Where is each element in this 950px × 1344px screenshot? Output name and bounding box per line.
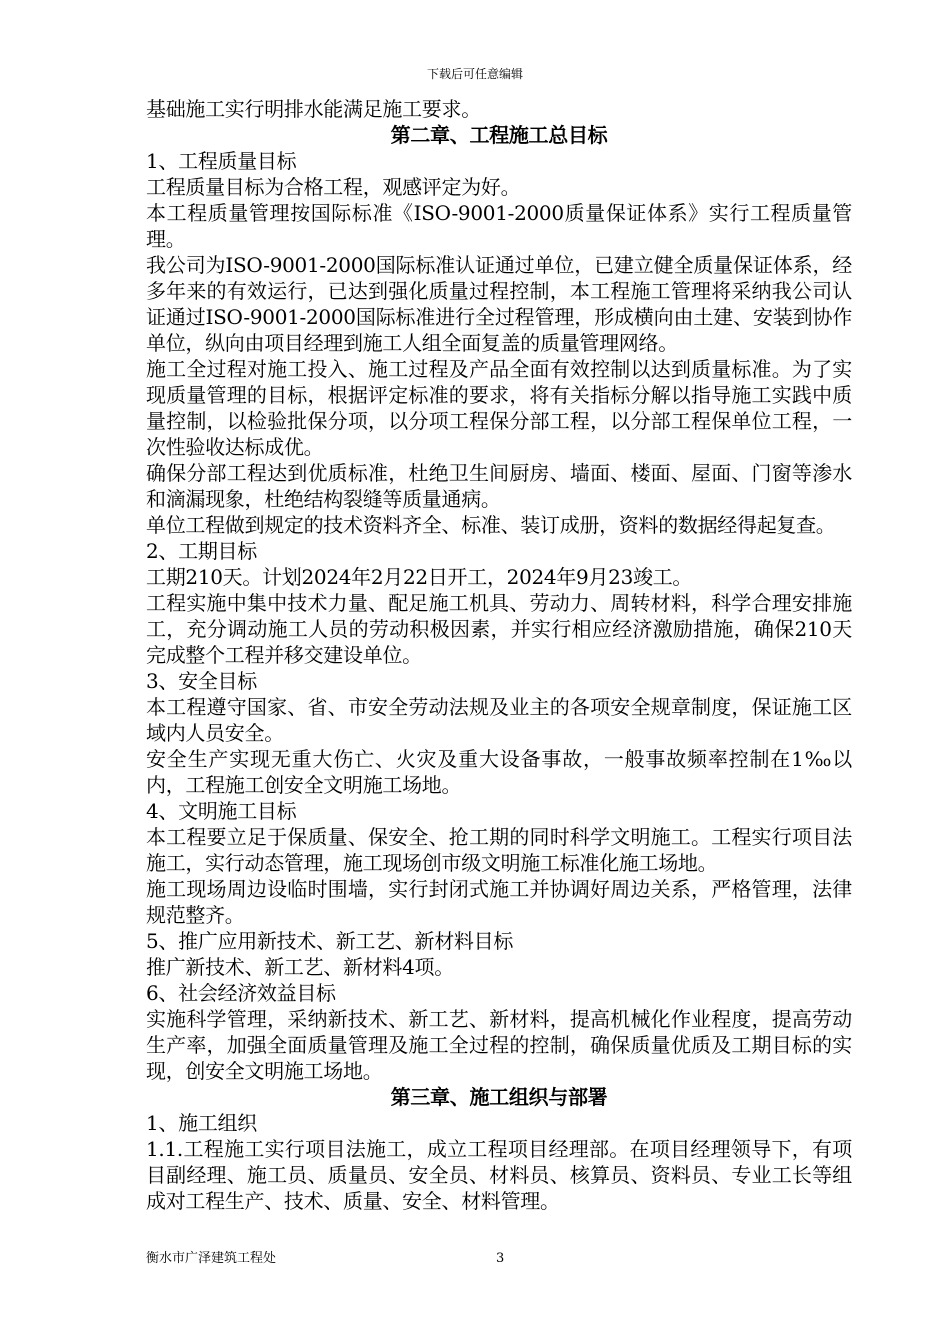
paragraph: 施工现场周边设临时围墙，实行封闭式施工并协调好周边关系，严格管理，法律规范整齐。	[146, 877, 852, 927]
paragraph: 我公司为ISO-9001-2000国际标准认证通过单位，已建立健全质量保证体系，经多年来的有效运行，已达到强化质量过程控制，本工程施工管理将采纳我公司认证通过ISO-9001-2000国际标准进行全过程管理，形成横向由土建、安装到协作单位，纵向由项目经理到施工人组全面复盖的质量管理网络。	[146, 253, 852, 355]
paragraph: 实施科学管理，采纳新技术、新工艺、新材料，提高机械化作业程度，提高劳动生产率，加强全面质量管理及施工全过程的控制，确保质量优质及工期目标的实现，创安全文明施工场地。	[146, 1007, 852, 1083]
paragraph: 本工程要立足于保质量、保安全、抢工期的同时科学文明施工。工程实行项目法施工，实行动态管理，施工现场创市级文明施工标准化施工场地。	[146, 825, 852, 875]
paragraph: 工期210天。计划2024年2月22日开工，2024年9月23竣工。	[146, 565, 693, 589]
paragraph: 推广新技术、新工艺、新材料4项。	[146, 955, 454, 979]
footer-page-number: 3	[496, 1251, 505, 1266]
section-heading: 2、工期目标	[146, 539, 257, 563]
paragraph: 确保分部工程达到优质标准，杜绝卫生间厨房、墙面、楼面、屋面、门窗等渗水和滴漏现象，杜绝结构裂缝等质量通病。	[146, 461, 852, 511]
paragraph: 工程质量目标为合格工程，观感评定为好。	[146, 175, 521, 199]
paragraph: 施工全过程对施工投入、施工过程及产品全面有效控制以达到质量标准。为了实现质量管理的目标，根据评定标准的要求，将有关指标分解以指导施工实践中质量控制，以检验批保分项，以分项工程保分部工程，以分部工程保单位工程，一次性验收达标成优。	[146, 357, 852, 459]
paragraph: 单位工程做到规定的技术资料齐全、标准、装订成册，资料的数据经得起复查。	[146, 513, 836, 537]
paragraph: 基础施工实行明排水能满足施工要求。	[146, 97, 481, 121]
section-heading: 1、工程质量目标	[146, 149, 297, 173]
section-heading: 4、文明施工目标	[146, 799, 297, 823]
section-heading: 3、安全目标	[146, 669, 257, 693]
page-footer	[146, 1250, 852, 1268]
chapter-heading: 第三章、施工组织与部署	[390, 1085, 608, 1109]
page-header-note: 下载后可任意编辑	[426, 67, 523, 81]
paragraph: 工程实施中集中技术力量、配足施工机具、劳动力、周转材料，科学合理安排施工，充分调动施工人员的劳动积极因素，并实行相应经济激励措施，确保210天完成整个工程并移交建设单位。	[146, 591, 852, 667]
section-heading: 5、推广应用新技术、新工艺、新材料目标	[146, 929, 514, 953]
footer-company: 衡水市广泽建筑工程处	[146, 1251, 277, 1266]
section-heading: 1、施工组织	[146, 1111, 257, 1135]
chapter-heading: 第二章、工程施工总目标	[390, 123, 608, 147]
paragraph: 本工程质量管理按国际标准《ISO-9001-2000质量保证体系》实行工程质量管理。	[146, 201, 852, 251]
document-body	[146, 96, 852, 1214]
paragraph: 安全生产实现无重大伤亡、火灾及重大设备事故，一般事故频率控制在1‰以内，工程施工创安全文明施工场地。	[146, 747, 852, 797]
paragraph: 1.1.工程施工实行项目法施工，成立工程项目经理部。在项目经理领导下，有项目副经理、施工员、质量员、安全员、材料员、核算员、资料员、专业工长等组成对工程生产、技术、质量、安全、材料管理。	[146, 1137, 852, 1213]
paragraph: 本工程遵守国家、省、市安全劳动法规及业主的各项安全规章制度，保证施工区域内人员安全。	[146, 695, 852, 745]
section-heading: 6、社会经济效益目标	[146, 981, 336, 1005]
